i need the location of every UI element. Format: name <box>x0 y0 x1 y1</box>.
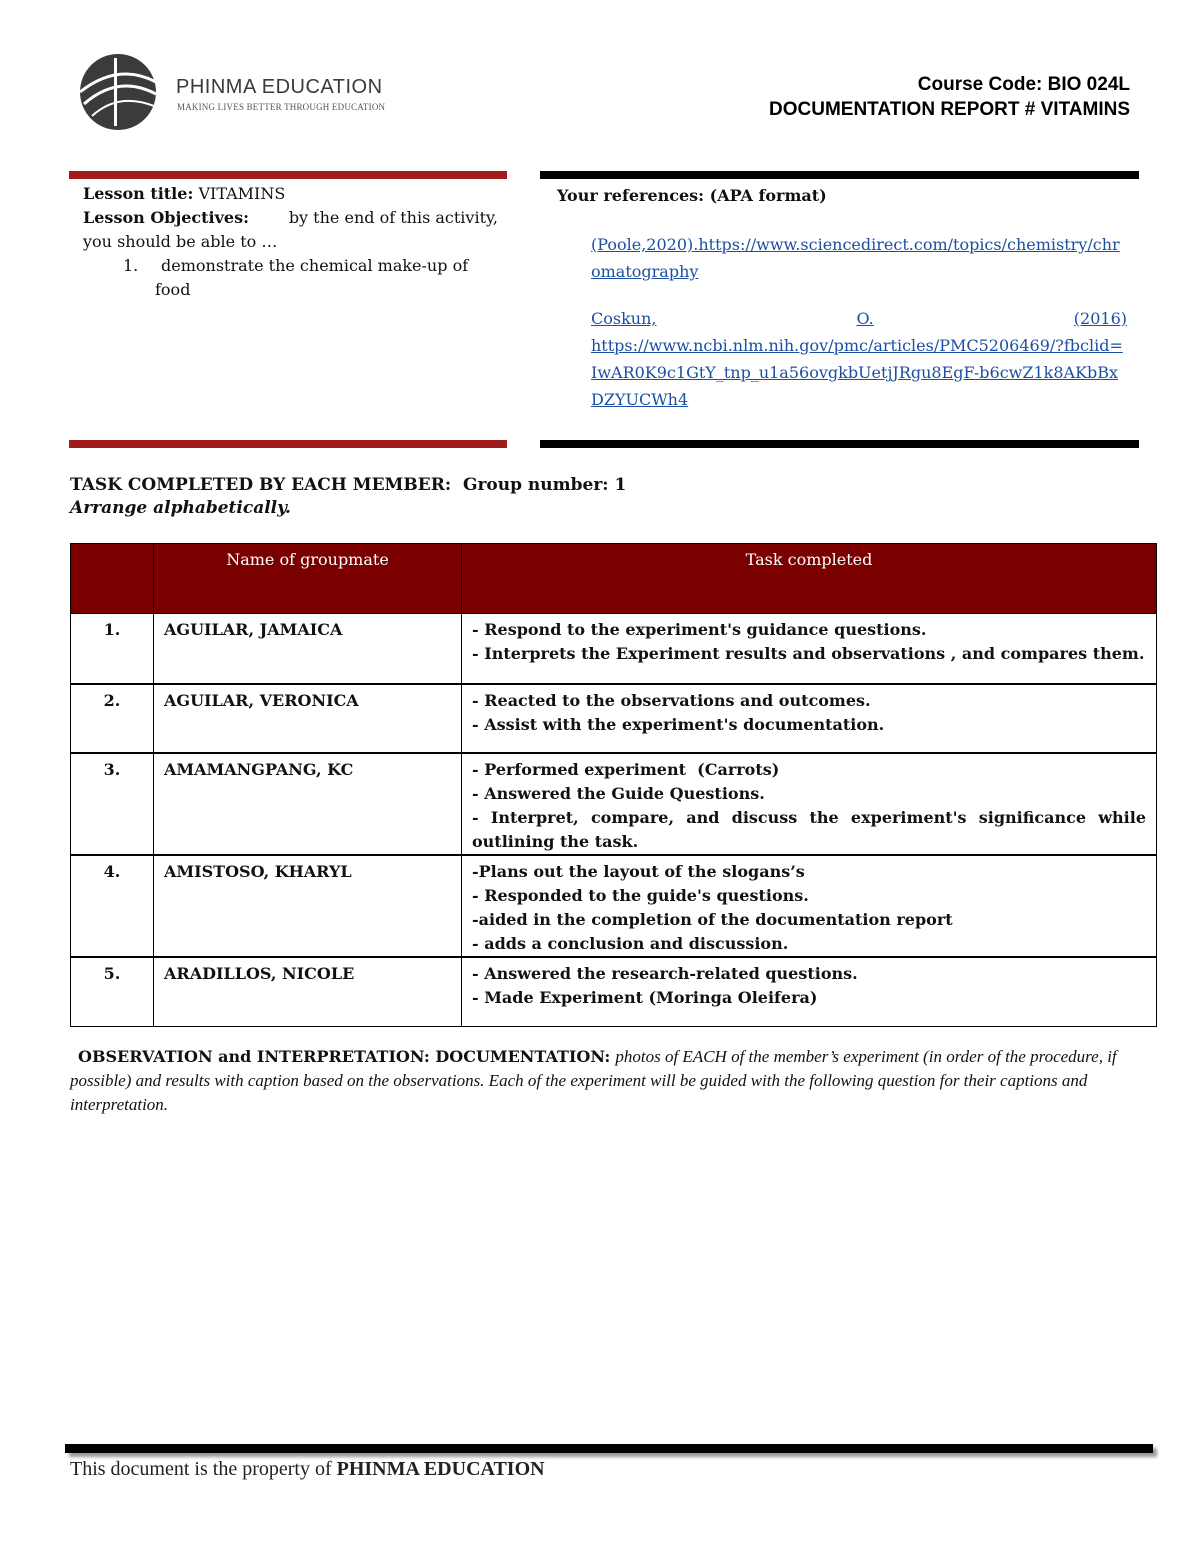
footer-text: This document is the property of <box>70 1458 332 1480</box>
row-name: AGUILAR, JAMAICA <box>154 614 462 684</box>
top-left-divider <box>69 171 507 179</box>
reference-link-1[interactable]: (Poole,2020).https://www.sciencedirect.com/topics/chemistry/chromatography <box>591 235 1120 281</box>
document-header <box>769 72 1130 122</box>
lesson-title-value: VITAMINS <box>198 184 286 203</box>
task-line: - Performed experiment (Carrots) <box>472 759 780 779</box>
objective-text-1: demonstrate the chemical make-up of <box>161 256 469 275</box>
task-subheading: Arrange alphabetically. <box>70 498 291 518</box>
row-number: 1. <box>71 614 154 684</box>
row-tasks <box>462 957 1157 1027</box>
table-row <box>71 684 1157 753</box>
references-box <box>557 182 1127 413</box>
lesson-box <box>83 182 498 302</box>
task-line: - Assist with the experiment's documentation. <box>472 714 885 734</box>
objectives-intro-1: by the end of this activity, <box>288 208 498 227</box>
lesson-title-label: Lesson title: <box>83 184 194 203</box>
objectives-intro-2: you should be able to … <box>83 232 278 251</box>
row-number: 3. <box>71 753 154 855</box>
observation-instructions: photos of EACH of the member’s experiment (in order of the procedure, if possible) and results with caption based on the observations. Each of the experiment will be guided with the following question for their captions and interpretation. <box>70 1047 1117 1114</box>
task-line: - Answered the Guide Questions. <box>472 783 765 803</box>
table-row <box>71 753 1157 855</box>
task-line: - adds a conclusion and discussion. <box>472 933 789 953</box>
footer-brand: PHINMA EDUCATION <box>336 1458 545 1480</box>
row-number: 5. <box>71 957 154 1027</box>
task-heading: TASK COMPLETED BY EACH MEMBER: Group number: 1 <box>70 475 627 495</box>
row-tasks <box>462 614 1157 684</box>
header-task: Task completed <box>462 544 1157 614</box>
header-number <box>71 544 154 614</box>
reference-2-initial: O. <box>856 309 874 328</box>
logo-tagline: MAKING LIVES BETTER THROUGH EDUCATION <box>177 102 386 112</box>
row-tasks <box>462 753 1157 855</box>
objectives-list <box>83 254 498 302</box>
logo-brand-name: PHINMA EDUCATION <box>176 76 383 98</box>
observation-label: OBSERVATION and INTERPRETATION: DOCUMENTATION: <box>78 1047 611 1066</box>
lesson-objectives <box>83 206 498 230</box>
row-number: 2. <box>71 684 154 753</box>
header-name: Name of groupmate <box>154 544 462 614</box>
task-line: - Interprets the Experiment results and observations , and compares them. <box>472 644 1145 663</box>
task-line: - Reacted to the observations and outcomes. <box>472 690 871 710</box>
top-right-divider <box>540 171 1139 179</box>
objective-number: 1. <box>123 256 139 275</box>
objectives-label: Lesson Objectives: <box>83 208 250 227</box>
reference-2 <box>591 305 1127 413</box>
table-row <box>71 855 1157 957</box>
objective-item <box>123 254 498 302</box>
reference-2-author: Coskun, <box>591 309 657 328</box>
observation-section <box>70 1045 1135 1117</box>
objective-text-2: food <box>155 280 191 299</box>
reference-2-year: (2016) <box>1073 309 1127 328</box>
row-name: AMISTOSO, KHARYL <box>154 855 462 957</box>
references-label: Your references: (APA format) <box>557 186 827 205</box>
row-tasks <box>462 684 1157 753</box>
row-name: AMAMANGPANG, KC <box>154 753 462 855</box>
lesson-title <box>83 182 498 206</box>
row-tasks <box>462 855 1157 957</box>
task-line: - Respond to the experiment's guidance questions. <box>472 620 927 639</box>
task-line: - Interpret, compare, and discuss the experiment's significance while outlining the task. <box>472 807 1146 851</box>
task-line: - Made Experiment (Moringa Oleifera) <box>472 987 818 1007</box>
row-name: ARADILLOS, NICOLE <box>154 957 462 1027</box>
course-code: Course Code: BIO 024L <box>917 74 1130 95</box>
phinma-logo-icon <box>78 52 178 132</box>
task-line: - Responded to the guide's questions. <box>472 885 809 905</box>
task-line: - Answered the research-related questions. <box>472 963 858 983</box>
table-row <box>71 614 1157 684</box>
bottom-left-divider <box>69 440 507 448</box>
report-title: DOCUMENTATION REPORT # VITAMINS <box>769 99 1130 120</box>
task-table <box>70 543 1157 1027</box>
footer-divider <box>65 1444 1153 1453</box>
footer-note <box>70 1458 545 1481</box>
bottom-right-divider <box>540 440 1139 448</box>
task-line: -aided in the completion of the documentation report <box>472 909 953 929</box>
table-header-row <box>71 544 1157 614</box>
reference-2-citation[interactable] <box>591 305 1127 332</box>
row-name: AGUILAR, VERONICA <box>154 684 462 753</box>
task-line: -Plans out the layout of the slogans’s <box>472 861 805 881</box>
row-number: 4. <box>71 855 154 957</box>
reference-link-2[interactable]: https://www.ncbi.nlm.nih.gov/pmc/articles/PMC5206469/?fbclid=IwAR0K9c1GtY_tnp_u1a56ovgkbUetjJRgu8EgF-b6cwZ1k8AKbBxDZYUCWh4 <box>591 336 1123 409</box>
table-row <box>71 957 1157 1027</box>
